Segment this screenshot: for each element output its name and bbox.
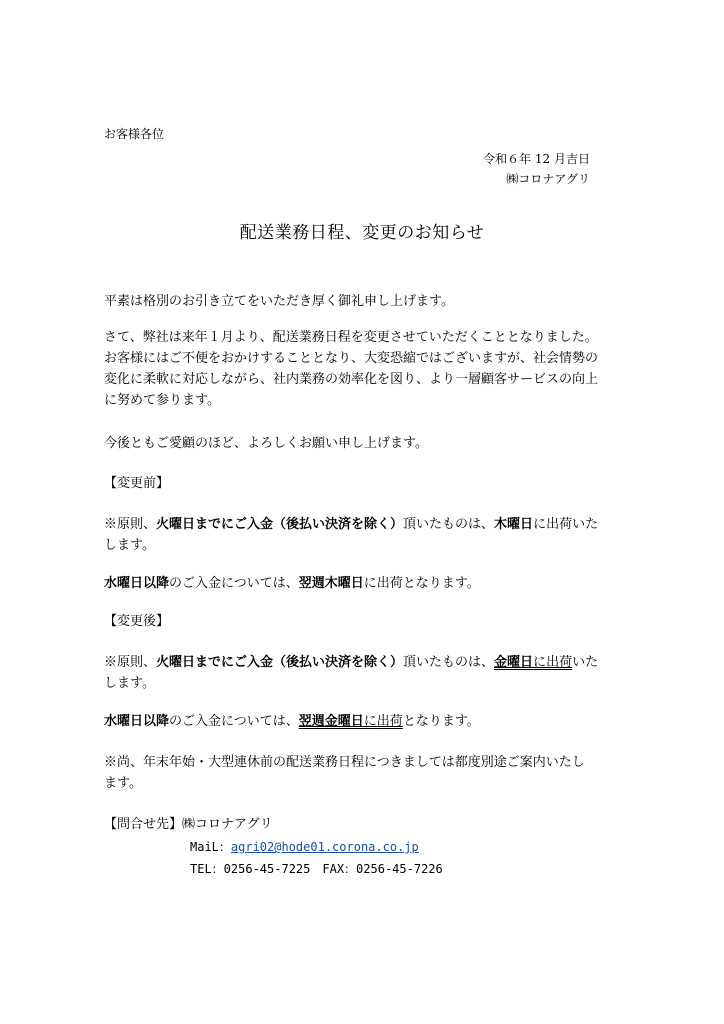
note-line: ます。 [104,776,142,791]
rule-day: 木曜日 [494,517,534,532]
note-line: ※尚、年末年始・大型連休前の配送業務日程につきましては都度別途ご案内いたし [104,755,585,770]
email-link[interactable]: agri02@hode01.corona.co.jp [230,840,419,854]
rule-deadline: 火曜日までにご入金（後払い決済を除く） [156,655,404,670]
after-late-line [104,712,480,732]
rule-mid: 頂いたものは、 [403,655,495,670]
closing-line: 今後ともご愛顧のほど、よろしくお願い申し上げます。 [104,436,428,451]
late-end: に出荷となります。 [363,576,480,591]
rule-prefix: ※原則、 [104,517,157,532]
before-rule-line2: します。 [104,538,155,553]
intro-line: さて、弊社は来年１月より、配送業務日程を変更させていただくこととなりました。 [104,330,598,345]
after-heading: 【変更後】 [104,614,170,629]
late-end: となります。 [402,714,480,729]
late-ni: に [363,714,377,729]
late-day: 翌週金曜日 [298,714,364,729]
contact-company: ㈱コロナアグリ [182,817,273,832]
late-ship: 出荷 [376,714,403,729]
tel-fax-line: TEL：0256-45-7225 FAX：0256-45-7226 [190,862,443,876]
rule-suffix: に出荷いた [533,517,599,532]
sender-company: ㈱コロナアグリ [506,172,590,186]
letter-date: 令和６年 12 月吉日 [483,152,590,166]
before-late-line [104,574,480,594]
rule-day: 金曜日 [494,655,534,670]
recipient: お客様各位 [104,127,165,141]
after-rule-line [104,653,598,673]
rule-ni: に [533,655,547,670]
late-mid: のご入金については、 [169,714,299,729]
rule-prefix: ※原則、 [104,655,157,670]
contact-heading: 【問合せ先】 [104,817,183,832]
intro-line: 変化に柔軟に対応しながら、社内業務の効率化を図り、より一層顧客サービスの向上 [104,372,599,387]
rule-mid: 頂いたものは、 [403,517,495,532]
late-start: 水曜日以降 [104,714,170,729]
greeting: 平素は格別のお引き立てをいただき厚く御礼申し上げます。 [104,294,454,309]
rule-suffix: いた [572,655,599,670]
intro-line: に努めて参ります。 [104,393,220,408]
late-mid: のご入金については、 [169,576,299,591]
before-rule-line [104,515,598,535]
rule-deadline: 火曜日までにご入金（後払い決済を除く） [156,517,404,532]
late-start: 水曜日以降 [104,576,170,591]
contact-line [104,815,273,835]
intro-line: お客様にはご不便をおかけすることとなり、大変恐縮ではございますが、社会情勢の [104,351,599,366]
mail-label: MaiL： [190,840,231,854]
mail-line [190,838,419,855]
late-day: 翌週木曜日 [298,576,364,591]
rule-ship: 出荷 [546,655,573,670]
before-heading: 【変更前】 [104,476,170,491]
notice-title: 配送業務日程、変更のお知らせ [239,223,485,243]
after-rule-line2: します。 [104,676,155,691]
